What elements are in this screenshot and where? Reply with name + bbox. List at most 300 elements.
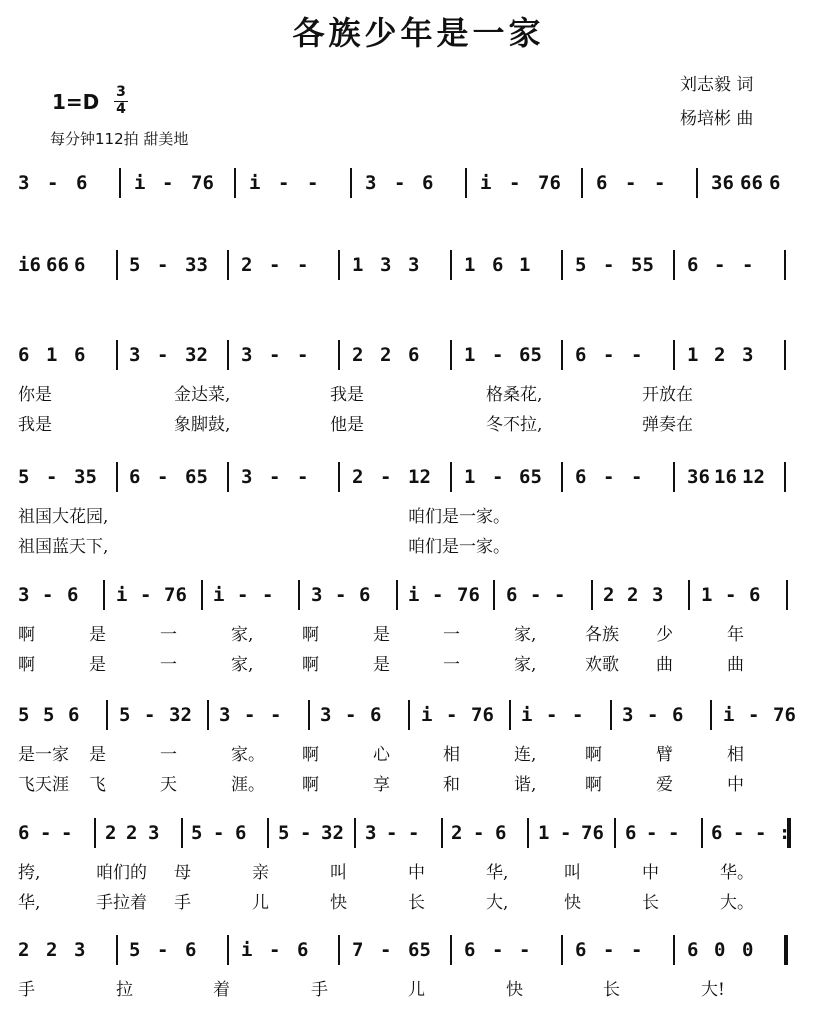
note: - [42, 584, 54, 606]
note: - [162, 172, 174, 194]
notes-line [18, 580, 818, 610]
note: 65 [185, 466, 208, 488]
note: 36 [687, 466, 710, 488]
barline [267, 818, 269, 848]
note: - [492, 466, 504, 488]
note: 5 [43, 704, 55, 726]
note: 6 [129, 466, 141, 488]
lyric-word: 亲 [252, 863, 269, 883]
lyric-line [18, 770, 818, 796]
note: 0 [714, 939, 726, 961]
lyric-word: 儿 [408, 980, 425, 1000]
note: 5 [119, 704, 131, 726]
lyric-word: 手 [311, 980, 328, 1000]
note: - [300, 822, 312, 844]
lyric-word: 中 [642, 863, 659, 883]
note: 2 [46, 939, 58, 961]
note: 6 [464, 939, 476, 961]
barline [561, 935, 563, 965]
barline [701, 818, 703, 848]
note: 3 [365, 822, 377, 844]
note: - [386, 822, 398, 844]
barline [441, 818, 443, 848]
notes-line [18, 340, 818, 370]
note: 1 [464, 254, 476, 276]
note: 2 [380, 344, 392, 366]
composer-credit: 杨培彬 曲 [680, 109, 754, 129]
note: 3 [18, 584, 30, 606]
barline [710, 700, 712, 730]
barline [106, 700, 108, 730]
lyric-word: 是 [89, 655, 106, 675]
lyric-word: 年 [727, 625, 744, 645]
lyric-word: 着 [213, 980, 230, 1000]
note: 6 [492, 254, 504, 276]
lyric-line [18, 740, 818, 766]
barline [116, 935, 118, 965]
lyric-word: 相 [727, 745, 744, 765]
lyric-word: 大, [486, 893, 509, 913]
lyricist-credit: 刘志毅 词 [680, 75, 754, 95]
barline [201, 580, 203, 610]
lyric-word: 华, [486, 863, 509, 883]
note: - [631, 939, 643, 961]
note: - [654, 172, 666, 194]
lyric-word: 欢歌 [585, 655, 619, 675]
barline [561, 250, 563, 280]
lyric-word: 金达菜, [174, 385, 231, 405]
note: - [625, 172, 637, 194]
lyric-word: 冬不拉, [486, 415, 543, 435]
note: 6 [672, 704, 684, 726]
notes-line [18, 818, 818, 848]
note: 3 [74, 939, 86, 961]
barline [614, 818, 616, 848]
note: i [249, 172, 261, 194]
lyric-word: 一 [443, 625, 460, 645]
barline [610, 700, 612, 730]
lyric-word: 一 [160, 655, 177, 675]
note: 5 [191, 822, 203, 844]
note: 6 [711, 822, 723, 844]
note: 1 [538, 822, 550, 844]
lyric-line [18, 620, 818, 646]
barline [298, 580, 300, 610]
note: i [480, 172, 492, 194]
note: - [647, 704, 659, 726]
barline [465, 168, 467, 198]
barline [338, 462, 340, 492]
note: - [47, 172, 59, 194]
barline [227, 935, 229, 965]
lyric-word: 华, [18, 893, 41, 913]
lyric-line [18, 380, 818, 406]
lyric-word: 手 [18, 980, 35, 1000]
barline [450, 462, 452, 492]
lyric-word: 挎, [18, 863, 41, 883]
barline [338, 340, 340, 370]
note: - [668, 822, 680, 844]
lyric-word: 长 [642, 893, 659, 913]
note: 6 [687, 254, 699, 276]
note: 3 [241, 344, 253, 366]
note: 6 [185, 939, 197, 961]
note: - [408, 822, 420, 844]
note: 5 [18, 466, 30, 488]
repeat-dots: : [778, 822, 791, 844]
barline [581, 168, 583, 198]
note: - [157, 466, 169, 488]
note: 3 [18, 172, 30, 194]
lyric-word: 祖国大花园, [18, 507, 109, 527]
note: 66 [740, 172, 763, 194]
lyric-word: 快 [330, 893, 347, 913]
note: 6 [408, 344, 420, 366]
lyric-word: 啊 [302, 745, 319, 765]
note: 6 [68, 704, 80, 726]
lyric-word: 手 [174, 893, 191, 913]
barline [784, 340, 786, 370]
lyric-word: 他是 [330, 415, 364, 435]
lyric-word: 我是 [18, 415, 52, 435]
note: 5 [129, 254, 141, 276]
note: - [269, 254, 281, 276]
barline [116, 250, 118, 280]
lyric-word: 啊 [585, 775, 602, 795]
note: 12 [408, 466, 431, 488]
barline [673, 340, 675, 370]
note: 6 [506, 584, 518, 606]
note: 32 [169, 704, 192, 726]
note: 2 [627, 584, 639, 606]
note: - [157, 254, 169, 276]
barline [784, 250, 786, 280]
note: 6 [18, 822, 30, 844]
lyric-line [18, 532, 818, 558]
barline [227, 250, 229, 280]
lyric-word: 长 [603, 980, 620, 1000]
lyric-line [18, 410, 818, 436]
lyric-word: 啊 [18, 655, 35, 675]
lyric-word: 曲 [727, 655, 744, 675]
note: - [157, 344, 169, 366]
barline [673, 935, 675, 965]
barline [784, 935, 788, 965]
time-signature-denominator: 4 [116, 101, 126, 117]
note: 16 [714, 466, 737, 488]
barline [673, 462, 675, 492]
notes-line [18, 935, 818, 965]
note: - [560, 822, 572, 844]
lyric-word: 爱 [656, 775, 673, 795]
note: - [269, 939, 281, 961]
note: 6 [749, 584, 761, 606]
lyric-word: 少 [656, 625, 673, 645]
lyric-word: 啊 [302, 775, 319, 795]
note: 1 [701, 584, 713, 606]
barline [207, 700, 209, 730]
note: 6 [495, 822, 507, 844]
note: 76 [471, 704, 494, 726]
note: 65 [519, 344, 542, 366]
lyric-word: 象脚鼓, [174, 415, 231, 435]
note: 2 [352, 466, 364, 488]
note: 6 [575, 466, 587, 488]
lyric-word: 叫 [564, 863, 581, 883]
note: - [530, 584, 542, 606]
note: - [297, 254, 309, 276]
lyric-word: 曲 [656, 655, 673, 675]
lyric-word: 大。 [720, 893, 754, 913]
note: 2 [714, 344, 726, 366]
lyric-word: 一 [160, 745, 177, 765]
note: i [421, 704, 433, 726]
notes-line [18, 462, 818, 492]
note: 76 [581, 822, 604, 844]
lyric-line [18, 975, 818, 1001]
note: - [269, 344, 281, 366]
lyric-word: 家。 [231, 745, 265, 765]
lyric-word: 是 [373, 655, 390, 675]
note: 5 [278, 822, 290, 844]
note: - [269, 466, 281, 488]
lyric-word: 儿 [252, 893, 269, 913]
lyric-word: 是 [89, 745, 106, 765]
note: 1 [687, 344, 699, 366]
note: 6 [422, 172, 434, 194]
note: 6 [359, 584, 371, 606]
note: - [473, 822, 485, 844]
note: 6 [596, 172, 608, 194]
lyric-word: 是一家 [18, 745, 69, 765]
note: 32 [185, 344, 208, 366]
note: 76 [191, 172, 214, 194]
lyric-word: 享 [373, 775, 390, 795]
note: - [262, 584, 274, 606]
barline [227, 340, 229, 370]
note: - [509, 172, 521, 194]
lyric-word: 谐, [514, 775, 537, 795]
note: 76 [538, 172, 561, 194]
lyric-word: 飞 [89, 775, 106, 795]
note: 6 [370, 704, 382, 726]
barline [103, 580, 105, 610]
lyric-word: 家, [231, 655, 254, 675]
barline [696, 168, 698, 198]
note: - [432, 584, 444, 606]
note: - [380, 939, 392, 961]
barline [527, 818, 529, 848]
barline [94, 818, 96, 848]
lyric-word: 快 [564, 893, 581, 913]
note: - [631, 344, 643, 366]
note: - [603, 344, 615, 366]
lyric-word: 格桑花, [486, 385, 543, 405]
note: 3 [129, 344, 141, 366]
note: 6 [235, 822, 247, 844]
barline [396, 580, 398, 610]
barline [786, 580, 788, 610]
note: 1 [46, 344, 58, 366]
note: i [116, 584, 128, 606]
note: 1 [464, 466, 476, 488]
barline [688, 580, 690, 610]
note: - [492, 344, 504, 366]
notes-line [18, 168, 818, 198]
time-signature-numerator: 3 [116, 84, 126, 100]
lyric-word: 臂 [656, 745, 673, 765]
note: - [270, 704, 282, 726]
notes-line [18, 700, 818, 730]
note: i [134, 172, 146, 194]
lyric-word: 家, [514, 625, 537, 645]
note: - [140, 584, 152, 606]
note: - [40, 822, 52, 844]
lyric-word: 中 [408, 863, 425, 883]
note: 65 [408, 939, 431, 961]
barline [181, 818, 183, 848]
barline [408, 700, 410, 730]
note: 3 [219, 704, 231, 726]
barline [450, 340, 452, 370]
note: 3 [320, 704, 332, 726]
lyric-line [18, 858, 818, 884]
barline [591, 580, 593, 610]
note: 3 [380, 254, 392, 276]
note: 76 [773, 704, 796, 726]
note: 66 [46, 254, 69, 276]
barline [784, 462, 786, 492]
lyric-word: 大! [701, 980, 725, 1000]
note: i [408, 584, 420, 606]
lyric-word: 咱们是一家。 [408, 507, 510, 527]
lyric-word: 和 [443, 775, 460, 795]
barline [234, 168, 236, 198]
note: 6 [769, 172, 781, 194]
lyric-word: 开放在 [642, 385, 693, 405]
notes-line [18, 250, 818, 280]
lyric-word: 咱们是一家。 [408, 537, 510, 557]
barline [227, 462, 229, 492]
note: - [335, 584, 347, 606]
note: - [755, 822, 767, 844]
note: - [519, 939, 531, 961]
lyric-word: 飞天涯 [18, 775, 69, 795]
lyric-word: 祖国蓝天下, [18, 537, 109, 557]
note: 36 [711, 172, 734, 194]
note: 76 [457, 584, 480, 606]
note: 6 [625, 822, 637, 844]
note: 2 [126, 822, 138, 844]
barline [673, 250, 675, 280]
note: - [446, 704, 458, 726]
note: - [631, 466, 643, 488]
note: 6 [575, 939, 587, 961]
lyric-word: 啊 [302, 625, 319, 645]
lyric-word: 啊 [585, 745, 602, 765]
lyric-word: 你是 [18, 385, 52, 405]
note: 6 [18, 344, 30, 366]
barline [116, 340, 118, 370]
note: 3 [652, 584, 664, 606]
lyric-word: 咱们的 [96, 863, 147, 883]
note: 5 [575, 254, 587, 276]
lyric-word: 啊 [302, 655, 319, 675]
lyric-word: 长 [408, 893, 425, 913]
note: i [521, 704, 533, 726]
lyric-word: 拉 [116, 980, 133, 1000]
note: 1 [352, 254, 364, 276]
note: 5 [129, 939, 141, 961]
note: - [380, 466, 392, 488]
note: 3 [311, 584, 323, 606]
note: 6 [67, 584, 79, 606]
note: - [742, 254, 754, 276]
note: - [714, 254, 726, 276]
note: 6 [76, 172, 88, 194]
barline [116, 462, 118, 492]
note: - [733, 822, 745, 844]
note: - [345, 704, 357, 726]
note: 1 [519, 254, 531, 276]
barline [561, 462, 563, 492]
note: 3 [365, 172, 377, 194]
note: - [646, 822, 658, 844]
note: - [61, 822, 73, 844]
note: i [213, 584, 225, 606]
note: - [603, 939, 615, 961]
lyric-line [18, 650, 818, 676]
barline [338, 935, 340, 965]
note: 33 [185, 254, 208, 276]
lyric-word: 啊 [18, 625, 35, 645]
note: - [213, 822, 225, 844]
note: - [546, 704, 558, 726]
lyric-word: 手拉着 [96, 893, 147, 913]
key-signature: 1=D [52, 90, 100, 114]
note: 6 [687, 939, 699, 961]
note: - [237, 584, 249, 606]
lyric-word: 华。 [720, 863, 754, 883]
note: 2 [18, 939, 30, 961]
note: 7 [352, 939, 364, 961]
barline [354, 818, 356, 848]
lyric-word: 家, [231, 625, 254, 645]
note: 2 [352, 344, 364, 366]
note: 55 [631, 254, 654, 276]
lyric-word: 快 [506, 980, 523, 1000]
barline [350, 168, 352, 198]
barline [450, 250, 452, 280]
note: - [157, 939, 169, 961]
lyric-line [18, 888, 818, 914]
song-title: 各族少年是一家 [292, 14, 545, 52]
lyric-word: 是 [373, 625, 390, 645]
note: - [144, 704, 156, 726]
note: 12 [742, 466, 765, 488]
lyric-word: 母 [174, 863, 191, 883]
note: 32 [321, 822, 344, 844]
note: - [748, 704, 760, 726]
note: - [394, 172, 406, 194]
lyric-word: 心 [373, 745, 390, 765]
note: - [603, 466, 615, 488]
lyric-word: 连, [514, 745, 537, 765]
barline [338, 250, 340, 280]
note: - [572, 704, 584, 726]
barline [493, 580, 495, 610]
note: 2 [603, 584, 615, 606]
